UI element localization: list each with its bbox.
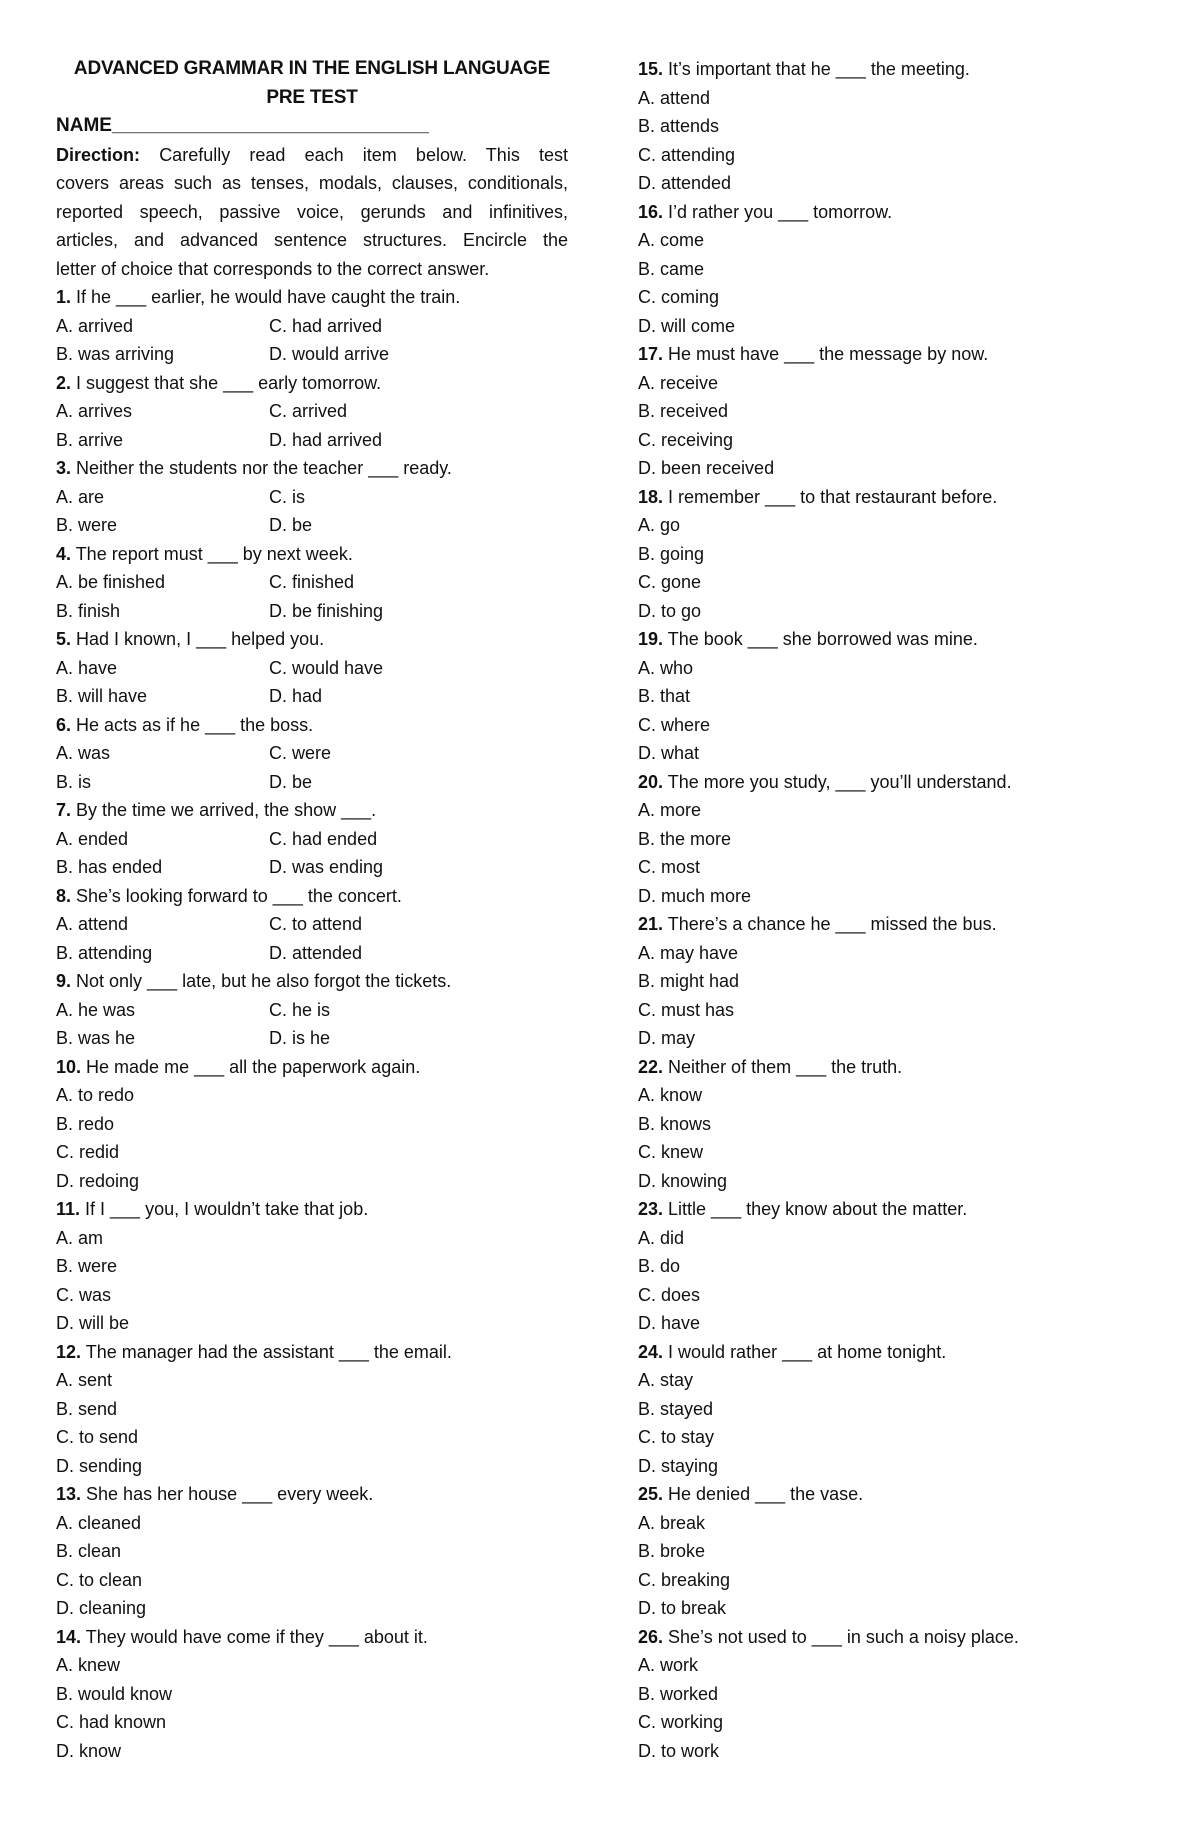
question-text <box>56 283 568 312</box>
option-row <box>56 996 568 1025</box>
answer-option[interactable]: B. going <box>638 543 705 564</box>
answer-option[interactable]: C. had ended <box>269 828 378 849</box>
direction-line: letter of choice that corresponds to the correct answer. <box>56 258 490 279</box>
option-row <box>56 825 568 854</box>
answer-option[interactable]: D. to work <box>638 1740 720 1761</box>
answer-option[interactable]: D. cleaning <box>56 1598 147 1618</box>
answer-option[interactable]: B. worked <box>638 1683 719 1704</box>
answer-option[interactable]: A. be finished <box>56 572 166 592</box>
answer-option[interactable]: C. gone <box>638 572 702 592</box>
answer-option[interactable]: C. to send <box>56 1427 139 1447</box>
answer-option[interactable]: A. he was <box>56 999 136 1020</box>
answer-option[interactable]: A. arrived <box>56 315 134 336</box>
answer-option[interactable]: D. had <box>269 686 323 706</box>
question-list-two-column <box>56 283 568 1053</box>
answer-option[interactable]: D. staying <box>638 1455 719 1476</box>
answer-option[interactable]: B. were <box>56 1256 118 1276</box>
answer-option[interactable]: B. will have <box>56 686 148 706</box>
answer-option[interactable]: C. to clean <box>56 1569 143 1590</box>
question-number: 23. <box>638 1199 664 1219</box>
option-row <box>56 1024 568 1053</box>
answer-option[interactable]: C. does <box>638 1284 701 1305</box>
answer-option[interactable]: D. had arrived <box>269 429 383 450</box>
answer-option[interactable]: B. arrive <box>56 429 124 450</box>
answer-option[interactable]: C. would have <box>269 657 384 678</box>
question-stem: Had I known, I ___ helped you. <box>71 629 325 649</box>
answer-option[interactable]: A. attend <box>638 87 711 108</box>
answer-option[interactable]: B. received <box>638 401 729 421</box>
answer-option[interactable]: B. broke <box>638 1541 706 1561</box>
answer-option[interactable]: B. would know <box>56 1683 173 1704</box>
question-stem: If I ___ you, I wouldn’t take that job. <box>80 1199 369 1219</box>
direction-label: Direction: <box>56 144 141 165</box>
question-text <box>56 882 568 911</box>
answer-option[interactable]: D. sending <box>56 1455 143 1476</box>
answer-option[interactable]: D. redoing <box>56 1170 140 1191</box>
question-text <box>56 1623 568 1652</box>
answer-option[interactable]: B. attends <box>638 116 720 136</box>
option-row <box>56 483 568 512</box>
answer-option[interactable]: C. were <box>269 743 332 763</box>
answer-option[interactable]: A. ended <box>56 828 129 849</box>
question-stem: She has her house ___ every week. <box>81 1484 374 1504</box>
answer-option[interactable]: B. finish <box>56 600 121 621</box>
answer-option[interactable]: D. be finishing <box>269 600 384 621</box>
question-stem: I remember ___ to that restaurant before. <box>663 486 998 507</box>
answer-option[interactable]: C. had known <box>56 1712 167 1732</box>
answer-option[interactable]: D. will be <box>56 1313 130 1333</box>
answer-option[interactable]: D. to go <box>638 600 702 621</box>
answer-option[interactable]: B. knows <box>638 1113 712 1134</box>
answer-option[interactable]: A. come <box>638 230 705 250</box>
answer-option[interactable]: A. know <box>638 1085 703 1105</box>
answer-option[interactable]: D. is he <box>269 1028 331 1048</box>
right-column <box>638 55 1158 1765</box>
answer-option[interactable]: D. was ending <box>269 857 384 877</box>
page-subtitle: PRE TEST <box>266 86 358 108</box>
question-stem: He made me ___ all the paperwork again. <box>81 1056 421 1077</box>
answer-option[interactable]: D. been received <box>638 458 775 478</box>
answer-option[interactable]: B. might had <box>638 971 740 991</box>
question-text <box>56 1053 568 1082</box>
question-text <box>638 1480 1158 1509</box>
question-text <box>638 483 1158 512</box>
question-number: 18. <box>638 486 664 507</box>
answer-option[interactable]: C. coming <box>638 287 720 307</box>
answer-option[interactable]: A. to redo <box>56 1085 135 1105</box>
answer-option[interactable]: D. be <box>269 515 313 535</box>
question-number: 21. <box>638 914 664 934</box>
answer-option[interactable]: A. have <box>56 657 118 678</box>
option-row <box>56 739 568 768</box>
option-row <box>56 511 568 540</box>
name-field[interactable]: NAME______________________________ <box>56 115 429 136</box>
answer-option[interactable]: D. will come <box>638 315 736 336</box>
answer-option[interactable]: A. break <box>638 1512 706 1533</box>
option-row <box>56 340 568 369</box>
question-number: 24. <box>638 1341 664 1362</box>
answer-option[interactable]: C. receiving <box>638 429 734 450</box>
question-text <box>638 1623 1158 1652</box>
answer-option[interactable]: C. to attend <box>269 914 363 934</box>
question-stem: By the time we arrived, the show ___. <box>71 800 377 820</box>
answer-option[interactable]: A. am <box>56 1227 104 1248</box>
answer-option[interactable]: A. arrives <box>56 401 133 421</box>
answer-option[interactable]: A. more <box>638 800 702 820</box>
question-text <box>56 711 568 740</box>
question-text <box>638 1053 1158 1082</box>
question-number: 26. <box>638 1626 664 1647</box>
question-number: 22. <box>638 1056 664 1077</box>
answer-option[interactable]: D. have <box>638 1313 701 1333</box>
question-number: 13. <box>56 1484 82 1504</box>
answer-option[interactable]: C. to stay <box>638 1427 715 1447</box>
answer-option[interactable]: B. send <box>56 1398 118 1419</box>
question-list-one-column <box>56 1053 568 1766</box>
option-row <box>56 312 568 341</box>
question-number: 5. <box>56 629 72 649</box>
question-stem: The book ___ she borrowed was mine. <box>663 629 978 649</box>
answer-option[interactable]: D. what <box>638 743 700 763</box>
question-text <box>638 1195 1158 1224</box>
question-number: 11. <box>56 1199 81 1219</box>
question-stem: If he ___ earlier, he would have caught the train. <box>71 287 461 307</box>
question-text <box>638 1338 1158 1367</box>
answer-option[interactable]: C. arrived <box>269 401 348 421</box>
option-row <box>56 397 568 426</box>
answer-option[interactable]: D. may <box>638 1028 696 1048</box>
answer-option[interactable]: B. do <box>638 1256 681 1276</box>
question-number: 17. <box>638 344 664 364</box>
answer-option[interactable]: A. are <box>56 486 105 507</box>
question-stem: I suggest that she ___ early tomorrow. <box>71 372 382 393</box>
option-row <box>56 768 568 797</box>
answer-option[interactable]: C. he is <box>269 999 331 1020</box>
answer-option[interactable]: D. attended <box>638 173 732 193</box>
option-row <box>56 597 568 626</box>
answer-option[interactable]: A. sent <box>56 1370 113 1390</box>
question-stem: She’s looking forward to ___ the concert. <box>71 885 402 906</box>
question-number: 10. <box>56 1056 82 1077</box>
answer-option[interactable]: C. breaking <box>638 1569 731 1590</box>
option-row <box>56 853 568 882</box>
answer-option[interactable]: C. where <box>638 714 711 735</box>
question-text <box>638 198 1158 227</box>
answer-option[interactable]: C. must has <box>638 999 735 1020</box>
question-text <box>56 1195 568 1224</box>
question-text <box>56 454 568 483</box>
answer-option[interactable]: A. work <box>638 1655 699 1675</box>
question-list-right <box>638 55 1158 1765</box>
question-text <box>638 768 1158 797</box>
question-text <box>638 625 1158 654</box>
question-number: 9. <box>56 971 72 991</box>
answer-option[interactable]: B. was arriving <box>56 344 175 364</box>
page-title: ADVANCED GRAMMAR IN THE ENGLISH LANGUAGE <box>73 58 551 79</box>
answer-option[interactable]: A. receive <box>638 372 719 393</box>
question-stem: There’s a chance he ___ missed the bus. <box>663 914 997 934</box>
answer-option[interactable]: C. working <box>638 1712 724 1732</box>
answer-option[interactable]: B. the more <box>638 828 732 849</box>
question-stem: The more you study, ___ you’ll understand. <box>663 771 1012 792</box>
option-row <box>56 568 568 597</box>
answer-option[interactable]: B. clean <box>56 1541 122 1561</box>
question-number: 15. <box>638 59 664 79</box>
question-text <box>638 55 1158 84</box>
option-row <box>56 939 568 968</box>
answer-option[interactable]: C. had arrived <box>269 315 383 336</box>
question-stem: The manager had the assistant ___ the email. <box>81 1341 452 1362</box>
question-number: 12. <box>56 1341 82 1362</box>
answer-option[interactable]: A. knew <box>56 1655 121 1675</box>
question-stem: He must have ___ the message by now. <box>663 344 989 364</box>
direction-line: covers areas such as tenses, modals, clauses, conditionals, <box>56 173 568 193</box>
answer-option[interactable]: D. would arrive <box>269 344 390 364</box>
question-number: 7. <box>56 800 72 820</box>
answer-option[interactable]: A. attend <box>56 914 129 934</box>
answer-option[interactable]: A. stay <box>638 1370 694 1390</box>
question-stem: He acts as if he ___ the boss. <box>71 714 314 735</box>
answer-option[interactable]: C. is <box>269 486 305 507</box>
answer-option[interactable]: B. was he <box>56 1028 136 1048</box>
answer-option[interactable]: B. has ended <box>56 857 163 877</box>
answer-option[interactable]: B. stayed <box>638 1398 714 1419</box>
answer-option[interactable]: A. go <box>638 515 681 535</box>
question-text <box>56 369 568 398</box>
question-text <box>56 967 568 996</box>
answer-option[interactable]: B. came <box>638 258 705 279</box>
question-number: 14. <box>56 1626 82 1647</box>
answer-option[interactable]: C. finished <box>269 572 355 592</box>
answer-option[interactable]: D. know <box>56 1740 122 1761</box>
answer-option[interactable]: C. most <box>638 857 701 877</box>
direction-line: articles, and advanced sentence structures. Encircle the <box>56 230 568 250</box>
question-stem: Not only ___ late, but he also forgot the tickets. <box>71 971 452 991</box>
answer-option[interactable]: C. knew <box>638 1142 704 1162</box>
answer-option[interactable]: D. to break <box>638 1598 727 1618</box>
question-number: 20. <box>638 771 664 792</box>
answer-option[interactable]: D. knowing <box>638 1170 728 1191</box>
option-row <box>56 682 568 711</box>
answer-option[interactable]: B. is <box>56 771 92 792</box>
answer-option[interactable]: C. attending <box>638 144 736 165</box>
option-row <box>56 654 568 683</box>
direction-line: reported speech, passive voice, gerunds and infinitives, <box>56 201 568 222</box>
question-number: 25. <box>638 1484 664 1504</box>
question-stem: The report must ___ by next week. <box>71 543 353 564</box>
answer-option[interactable]: A. may have <box>638 942 739 963</box>
answer-option[interactable]: A. did <box>638 1227 685 1248</box>
question-number: 19. <box>638 629 664 649</box>
question-number: 16. <box>638 201 664 222</box>
answer-option[interactable]: C. redid <box>56 1142 120 1162</box>
question-text <box>56 625 568 654</box>
question-stem: It’s important that he ___ the meeting. <box>663 59 970 79</box>
question-text <box>56 540 568 569</box>
direction-line: Direction: Carefully read each item below. This test <box>56 144 568 165</box>
option-row <box>56 426 568 455</box>
answer-option[interactable]: A. who <box>638 657 694 678</box>
left-column <box>56 55 568 1765</box>
answer-option[interactable]: D. much more <box>638 885 752 906</box>
question-text <box>56 1480 568 1509</box>
question-text <box>638 910 1158 939</box>
answer-option[interactable]: B. redo <box>56 1113 115 1134</box>
answer-option[interactable]: B. attending <box>56 942 153 963</box>
answer-option[interactable]: D. attended <box>269 942 363 963</box>
question-stem: I’d rather you ___ tomorrow. <box>663 201 893 222</box>
question-stem: Neither of them ___ the truth. <box>663 1056 903 1077</box>
question-stem: I would rather ___ at home tonight. <box>663 1341 947 1362</box>
question-number: 2. <box>56 372 72 393</box>
question-text <box>638 340 1158 369</box>
answer-option[interactable]: B. were <box>56 515 118 535</box>
question-number: 1. <box>56 287 72 307</box>
question-stem: He denied ___ the vase. <box>663 1484 864 1504</box>
answer-option[interactable]: A. cleaned <box>56 1512 142 1533</box>
option-row <box>56 910 568 939</box>
question-number: 6. <box>56 714 72 735</box>
answer-option[interactable]: C. was <box>56 1284 112 1305</box>
question-number: 3. <box>56 458 72 478</box>
answer-option[interactable]: D. be <box>269 771 313 792</box>
answer-option[interactable]: B. that <box>638 686 691 706</box>
question-number: 4. <box>56 543 72 564</box>
question-text <box>56 1338 568 1367</box>
question-stem: Little ___ they know about the matter. <box>663 1199 968 1219</box>
answer-option[interactable]: A. was <box>56 743 111 763</box>
question-stem: She’s not used to ___ in such a noisy place. <box>663 1626 1019 1647</box>
question-text <box>56 796 568 825</box>
question-stem: Neither the students nor the teacher ___ ready. <box>71 458 452 478</box>
question-stem: They would have come if they ___ about it. <box>81 1626 428 1647</box>
question-number: 8. <box>56 885 72 906</box>
